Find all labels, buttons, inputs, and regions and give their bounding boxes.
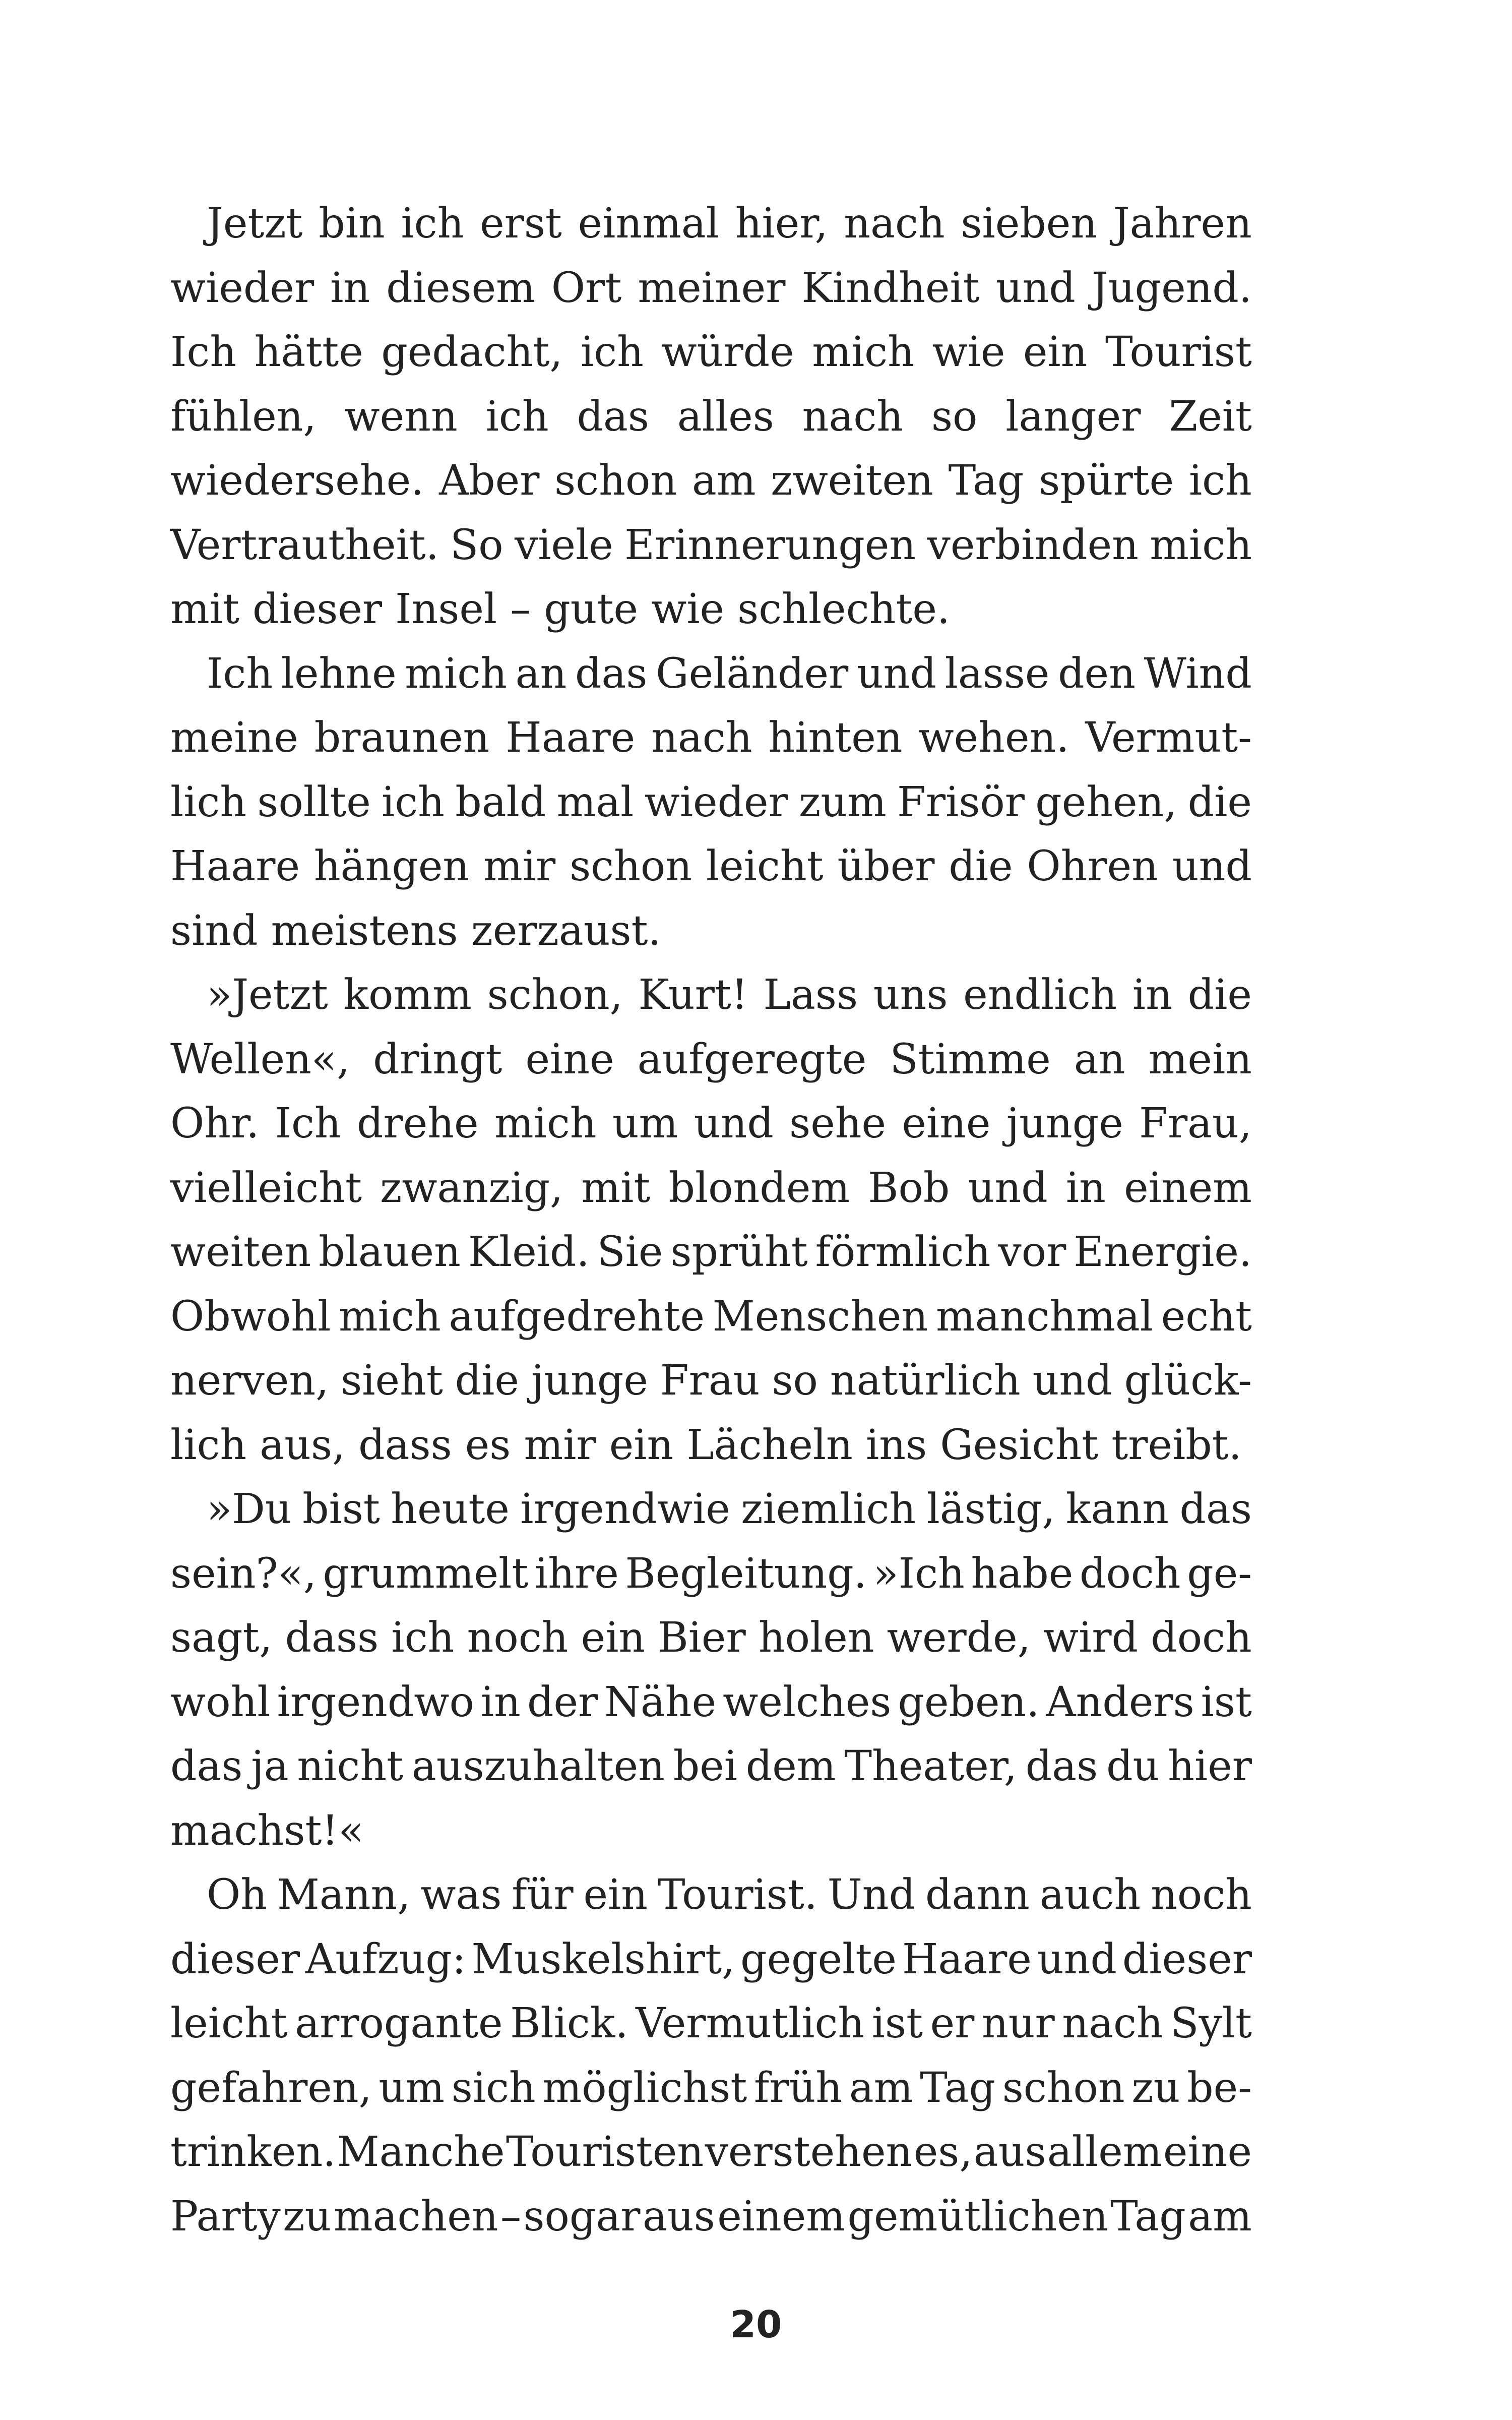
text-line: wiedersehe. Aber schon am zweiten Tag spürte ich xyxy=(170,457,1252,505)
text-line: Wellen«, dringt eine aufgeregte Stimme an mein xyxy=(170,1035,1252,1083)
paragraph xyxy=(170,1477,1252,1863)
text-line: wohl irgendwo in der Nähe welches geben. Anders ist xyxy=(170,1678,1252,1726)
paragraph xyxy=(170,963,1252,1477)
text-line: meine braunen Haare nach hinten wehen. Vermut- xyxy=(170,714,1252,762)
text-line: vielleicht zwanzig, mit blondem Bob und in einem xyxy=(170,1164,1252,1212)
text-line: Party zu machen – sogar aus einem gemütlichen Tag am xyxy=(170,2192,1252,2241)
text-line: nerven, sieht die junge Frau so natürlich und glück- xyxy=(170,1357,1252,1405)
text-line: Ich hätte gedacht, ich würde mich wie ein Tourist xyxy=(170,328,1252,376)
text-line: sein?«, grummelt ihre Begleitung. »Ich habe doch ge- xyxy=(170,1549,1252,1598)
paragraph xyxy=(170,192,1252,642)
text-line: mit dieser Insel – gute wie schlechte. xyxy=(170,585,950,633)
text-line: leicht arrogante Blick. Vermutlich ist er nur nach Sylt xyxy=(170,2000,1252,2047)
text-line: Obwohl mich aufgedrehte Menschen manchmal echt xyxy=(170,1292,1252,1341)
text-line: machst!« xyxy=(170,1806,364,1855)
paragraph xyxy=(170,1863,1252,2249)
text-line: Jetzt bin ich erst einmal hier, nach sieben Jahren xyxy=(207,200,1252,248)
text-line: fühlen, wenn ich das alles nach so langer Zeit xyxy=(170,392,1252,441)
page-number: 20 xyxy=(730,2303,782,2346)
text-line: Vertrautheit. So viele Erinnerungen verbinden mich xyxy=(170,521,1252,569)
paragraph xyxy=(170,642,1252,963)
text-line: sagt, dass ich noch ein Bier holen werde, wird doch xyxy=(170,1614,1252,1662)
text-line: Oh Mann, was für ein Tourist. Und dann auch noch xyxy=(207,1871,1252,1919)
text-line: trinken. Manche Touristen verstehen es, aus allem eine xyxy=(170,2128,1252,2176)
text-line: »Du bist heute irgendwie ziemlich lästig, kann das xyxy=(207,1485,1252,1533)
text-line: wieder in diesem Ort meiner Kindheit und Jugend. xyxy=(170,264,1252,312)
body-text xyxy=(170,192,1252,2249)
text-line: Ohr. Ich drehe mich um und sehe eine junge Frau, xyxy=(170,1100,1252,1147)
text-line: lich sollte ich bald mal wieder zum Frisör gehen, die xyxy=(170,778,1252,826)
text-line: Haare hängen mir schon leicht über die Ohren und xyxy=(170,842,1252,890)
text-line: »Jetzt komm schon, Kurt! Lass uns endlich in die xyxy=(207,971,1252,1019)
text-line: sind meistens zerzaust. xyxy=(170,906,661,955)
text-line: dieser Aufzug: Muskelshirt, gegelte Haare und dieser xyxy=(170,1935,1252,1983)
text-line: gefahren, um sich möglichst früh am Tag schon zu be- xyxy=(170,2064,1252,2112)
text-line: weiten blauen Kleid. Sie sprüht förmlich vor Energie. xyxy=(170,1228,1252,1276)
text-line: das ja nicht auszuhalten bei dem Theater, das du hier xyxy=(170,1742,1252,1790)
text-line: Ich lehne mich an das Geländer und lasse den Wind xyxy=(207,649,1252,698)
text-line: lich aus, dass es mir ein Lächeln ins Gesicht treibt. xyxy=(170,1421,1242,1469)
